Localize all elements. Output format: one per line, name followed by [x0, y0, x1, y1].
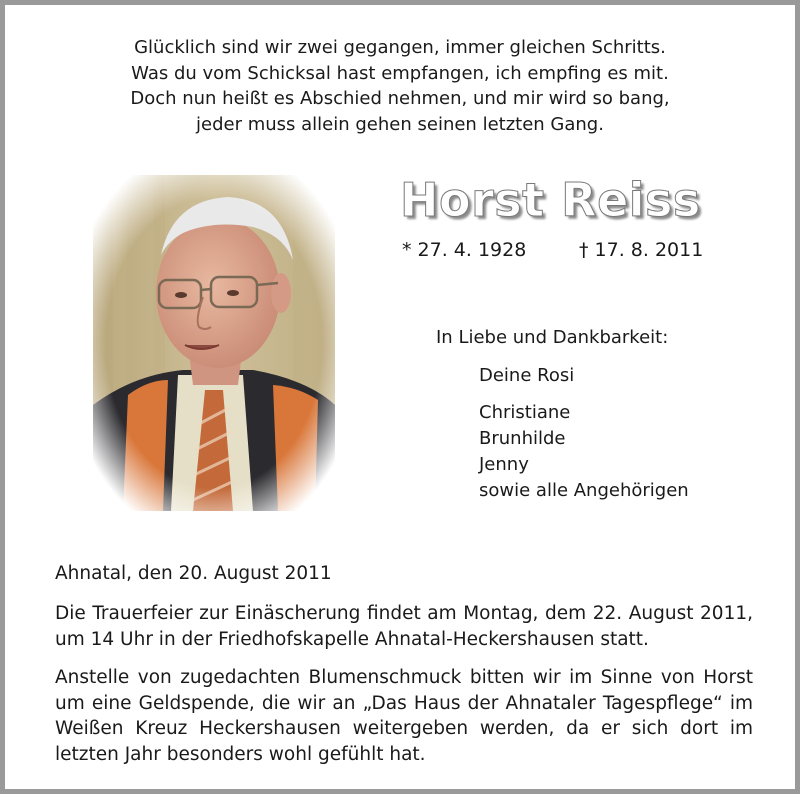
portrait-photo [93, 175, 335, 511]
place-date: Ahnatal, den 20. August 2011 [55, 563, 332, 584]
death-date: † 17. 8. 2011 [579, 239, 704, 261]
funeral-notice: Die Trauerfeier zur Einäscherung findet am Montag, dem 22. August 2011, um 14 Uhr in der Friedhofskapelle Ahnatal-Heckershausen statt. [55, 603, 753, 650]
poem-line: Was du vom Schicksal hast empfangen, ich empfing es mit. [131, 62, 669, 84]
donation-request: Anstelle von zugedachten Blumenschmuck bitten wir im Sinne von Horst um eine Geldspende, die wir an „Das Haus der Ahnataler Tagespflege“ im Weißen Kreuz Heckershausen weitergeben werden, da er sich dort im letzten Jahr besonders wohl gefühlt hat. [55, 667, 753, 765]
mourner-spouse: Deine Rosi [479, 365, 575, 386]
poem-line: Glücklich sind wir zwei gegangen, immer gleichen Schritts. [134, 37, 666, 58]
birth-date: * 27. 4. 1928 [402, 239, 527, 261]
mourner-list [479, 400, 689, 504]
list-item: sowie alle Angehörigen [479, 480, 689, 501]
poem-line: jeder muss allein gehen seinen letzten Gang. [196, 113, 604, 135]
list-item: Jenny [479, 454, 529, 475]
list-item: Brunhilde [479, 428, 566, 449]
list-item: Christiane [479, 402, 571, 423]
poem [5, 35, 795, 137]
mourners-intro: In Liebe und Dankbarkeit: [436, 327, 669, 348]
obituary-card [5, 5, 795, 789]
poem-line: Doch nun heißt es Abschied nehmen, und mir wird so bang, [130, 88, 670, 109]
deceased-name: Horst Reiss [400, 173, 701, 227]
